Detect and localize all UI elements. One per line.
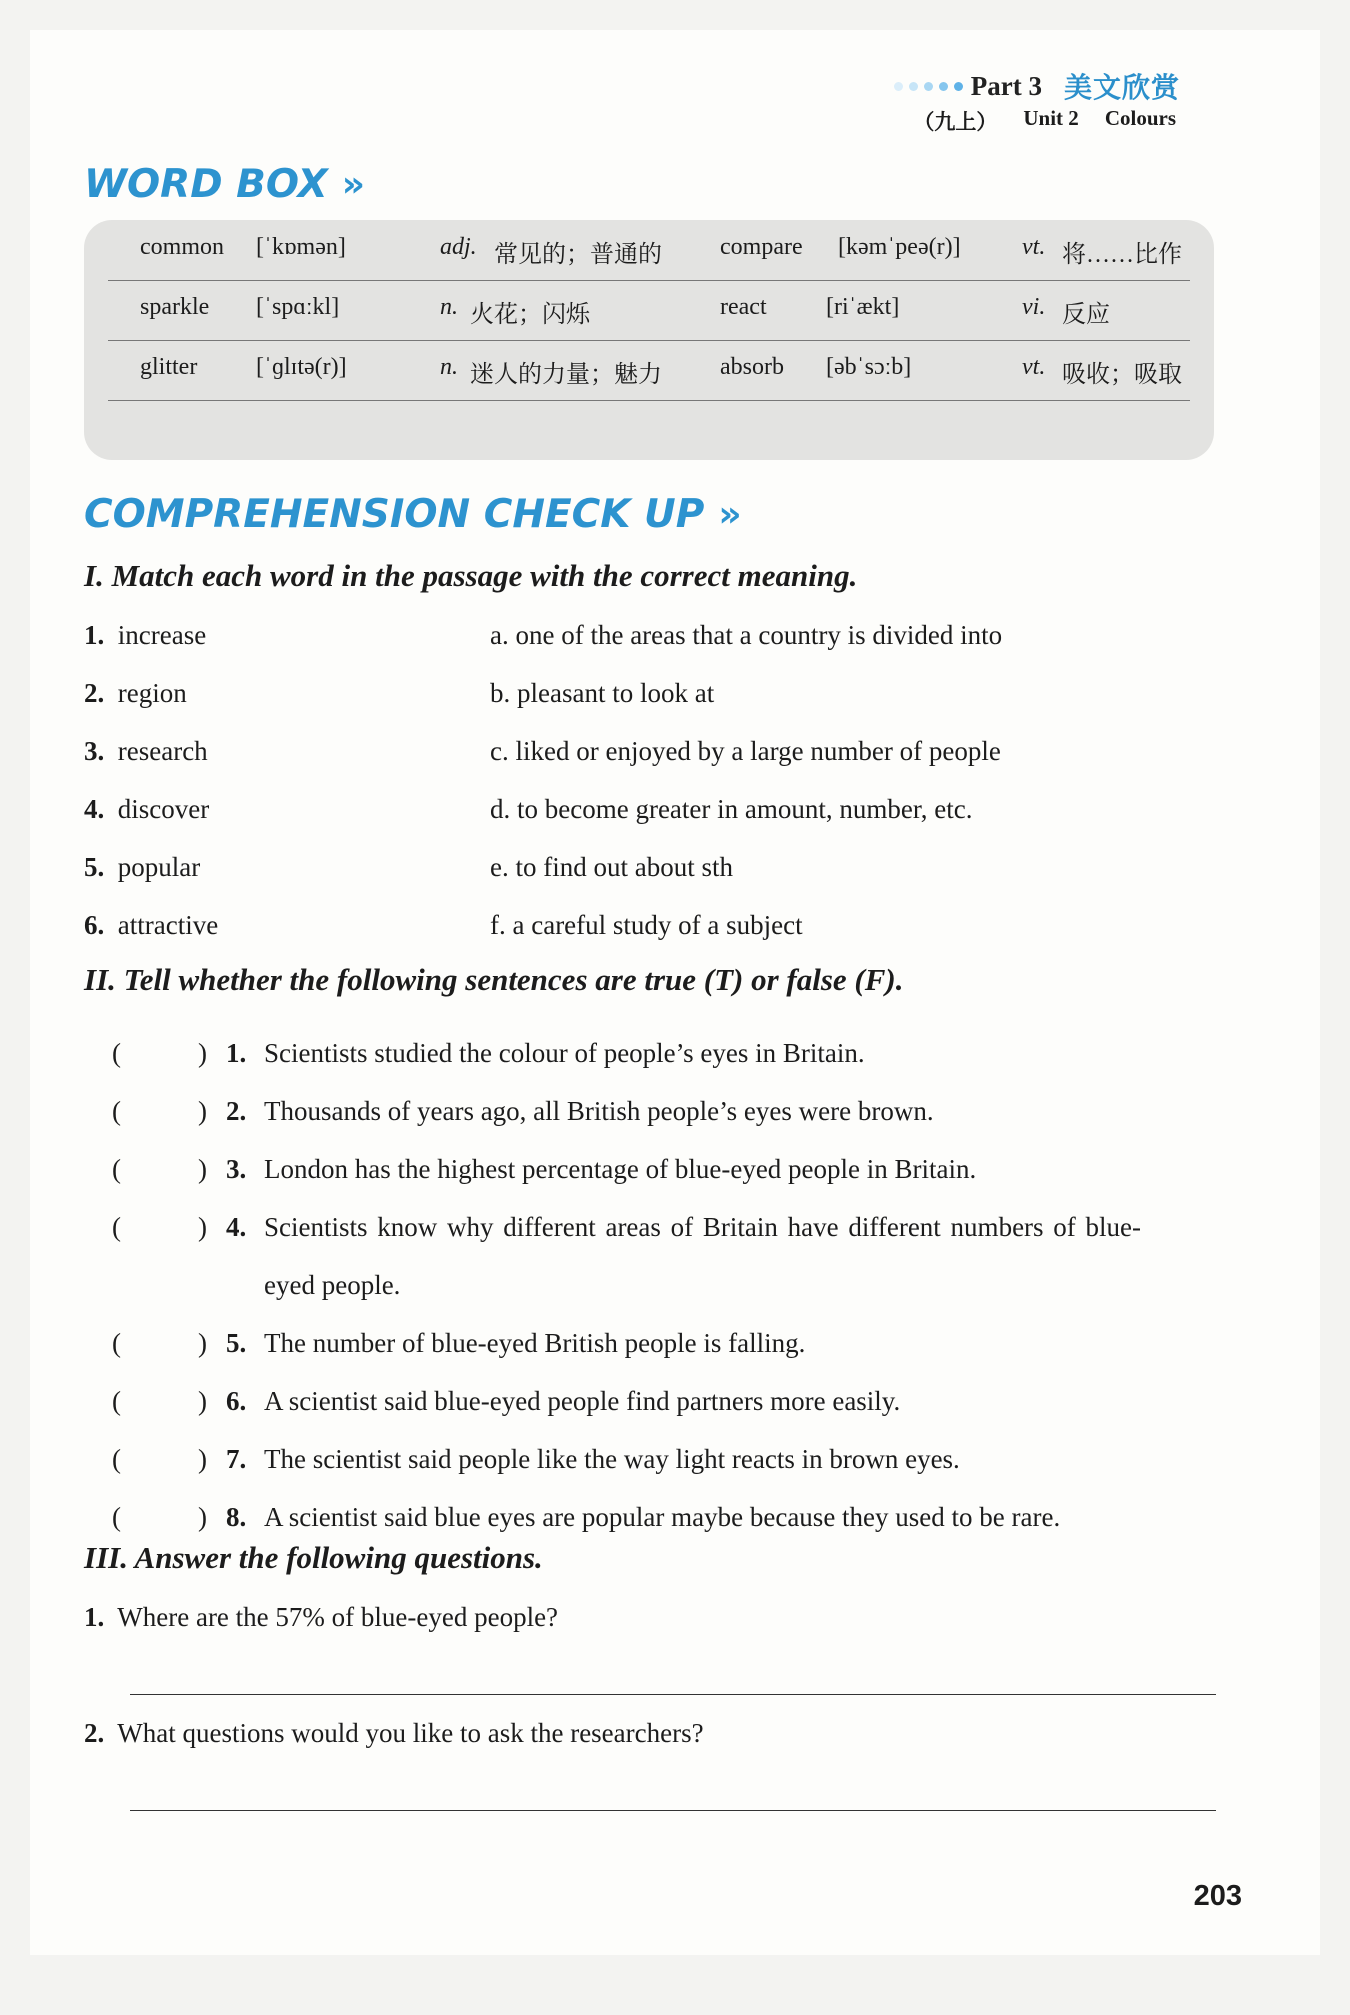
comprehension-heading	[84, 492, 742, 537]
question-item	[84, 1602, 558, 1633]
answer-line[interactable]	[130, 1694, 1216, 1695]
match-word	[84, 620, 206, 651]
item-number: 3.	[84, 736, 105, 766]
vocab-meaning: 常见的；普通的	[494, 242, 662, 268]
match-word	[84, 794, 209, 825]
unit-title: Colours	[1104, 106, 1176, 130]
header-dots-icon	[894, 82, 963, 91]
question-item	[84, 1718, 704, 1749]
tf-statement: Thousands of years ago, all British people’s eyes were brown.	[264, 1096, 934, 1126]
answer-blank-open[interactable]: (	[112, 1212, 121, 1242]
double-chevron-icon: »	[341, 164, 365, 205]
match-word-text: discover	[117, 794, 210, 824]
match-word-text: research	[117, 736, 208, 766]
item-number: 3.	[226, 1154, 247, 1184]
vocab-phonetic: [ˈspɑːkl]	[256, 294, 340, 320]
question-text: What questions would you like to ask the researchers?	[117, 1718, 704, 1748]
tf-statement: A scientist said blue-eyed people find partners more easily.	[264, 1386, 901, 1416]
section-title: 美文欣赏	[1063, 71, 1180, 104]
answer-blank-open[interactable]: (	[112, 1096, 121, 1126]
textbook-page	[30, 30, 1320, 1955]
item-number: 2.	[84, 1718, 105, 1748]
vocab-meaning: 反应	[1062, 302, 1110, 328]
vocab-phonetic: [ˈɡlɪtə(r)]	[256, 354, 347, 380]
tf-statement-continued: eyed people.	[264, 1270, 401, 1300]
answer-blank-open[interactable]: (	[112, 1154, 121, 1184]
page-number: 203	[1193, 1880, 1242, 1912]
item-number: 2.	[226, 1096, 247, 1126]
match-meaning: b. pleasant to look at	[490, 678, 715, 708]
vocab-word: compare	[720, 234, 803, 260]
dot-icon	[954, 82, 963, 91]
exercise-3-title: III. Answer the following questions.	[84, 1540, 543, 1575]
answer-blank-open[interactable]: (	[112, 1038, 121, 1068]
answer-blank-close: )	[198, 1038, 207, 1068]
vocab-word: common	[140, 234, 224, 260]
comprehension-heading-text: COMPREHENSION CHECK UP	[84, 492, 705, 537]
vocab-pos: n.	[440, 354, 458, 380]
answer-blank-open[interactable]: (	[112, 1328, 121, 1358]
answer-blank-close: )	[198, 1502, 207, 1532]
tf-statement: The number of blue-eyed British people is falling.	[264, 1328, 806, 1358]
vocab-word: sparkle	[140, 294, 210, 320]
answer-blank-close: )	[198, 1212, 207, 1242]
unit-info	[913, 106, 1176, 136]
tf-statement: Scientists know why different areas of Britain have different numbers of blue-	[264, 1212, 1142, 1242]
part-label: Part 3	[970, 70, 1042, 101]
item-number: 1.	[226, 1038, 247, 1068]
vocab-meaning: 火花；闪烁	[470, 302, 590, 328]
item-number: 1.	[84, 620, 105, 650]
answer-blank-close: )	[198, 1444, 207, 1474]
item-number: 5.	[84, 852, 105, 882]
tf-statement: Scientists studied the colour of people’s eyes in Britain.	[264, 1038, 865, 1068]
match-meaning: d. to become greater in amount, number, etc.	[490, 794, 973, 824]
answer-blank-close: )	[198, 1386, 207, 1416]
word-box-row	[108, 280, 1190, 341]
item-number: 6.	[84, 910, 105, 940]
answer-blank-open[interactable]: (	[112, 1502, 121, 1532]
item-number: 4.	[226, 1212, 247, 1242]
item-number: 8.	[226, 1502, 247, 1532]
vocab-word: glitter	[140, 354, 198, 380]
match-word-text: attractive	[117, 910, 219, 940]
word-box	[84, 220, 1214, 460]
match-word	[84, 852, 200, 883]
word-box-heading	[84, 162, 365, 207]
vocab-pos: n.	[440, 294, 458, 320]
word-box-row	[108, 340, 1190, 401]
vocab-meaning: 将……比作	[1062, 242, 1182, 268]
answer-blank-close: )	[198, 1154, 207, 1184]
vocab-pos: vt.	[1022, 354, 1046, 380]
unit-label: Unit 2	[1023, 106, 1079, 130]
vocab-word: absorb	[720, 354, 784, 380]
match-word	[84, 910, 218, 941]
item-number: 2.	[84, 678, 105, 708]
match-meaning: c. liked or enjoyed by a large number of people	[490, 736, 1001, 766]
answer-blank-close: )	[198, 1096, 207, 1126]
vocab-meaning: 迷人的力量；魅力	[470, 362, 662, 388]
dot-icon	[924, 82, 933, 91]
vocab-meaning: 吸收；吸取	[1062, 362, 1182, 388]
question-text: Where are the 57% of blue-eyed people?	[117, 1602, 559, 1632]
vocab-phonetic: [kəmˈpeə(r)]	[838, 234, 961, 260]
dot-icon	[939, 82, 948, 91]
item-number: 1.	[84, 1602, 105, 1632]
page-header	[894, 66, 1180, 106]
answer-blank-close: )	[198, 1328, 207, 1358]
item-number: 4.	[84, 794, 105, 824]
item-number: 7.	[226, 1444, 247, 1474]
match-word	[84, 736, 208, 767]
word-box-row	[108, 220, 1190, 281]
double-chevron-icon: »	[718, 494, 742, 535]
tf-statement: London has the highest percentage of blue-eyed people in Britain.	[264, 1154, 977, 1184]
dot-icon	[894, 82, 903, 91]
match-meaning: a. one of the areas that a country is divided into	[490, 620, 1003, 650]
match-meaning: f. a careful study of a subject	[490, 910, 803, 940]
grade-label: （九上）	[913, 110, 998, 134]
vocab-word: react	[720, 294, 767, 320]
exercise-1-title: I. Match each word in the passage with the correct meaning.	[84, 558, 858, 593]
vocab-pos: adj.	[440, 234, 477, 260]
vocab-pos: vi.	[1022, 294, 1046, 320]
match-word-text: region	[117, 678, 187, 708]
answer-blank-open[interactable]: (	[112, 1386, 121, 1416]
tf-statement: A scientist said blue eyes are popular maybe because they used to be rare.	[264, 1502, 1061, 1532]
exercise-2-title: II. Tell whether the following sentences are true (T) or false (F).	[84, 962, 904, 997]
item-number: 6.	[226, 1386, 247, 1416]
tf-statement: The scientist said people like the way light reacts in brown eyes.	[264, 1444, 960, 1474]
match-word	[84, 678, 187, 709]
answer-blank-open[interactable]: (	[112, 1444, 121, 1474]
match-meaning: e. to find out about sth	[490, 852, 733, 882]
vocab-phonetic: [riˈækt]	[826, 294, 900, 320]
vocab-phonetic: [əbˈsɔːb]	[826, 354, 912, 380]
vocab-phonetic: [ˈkɒmən]	[256, 234, 346, 260]
answer-line[interactable]	[130, 1810, 1216, 1811]
dot-icon	[909, 82, 918, 91]
vocab-pos: vt.	[1022, 234, 1046, 260]
item-number: 5.	[226, 1328, 247, 1358]
match-word-text: popular	[117, 852, 201, 882]
word-box-heading-text: WORD BOX	[84, 162, 328, 207]
match-word-text: increase	[117, 620, 207, 650]
